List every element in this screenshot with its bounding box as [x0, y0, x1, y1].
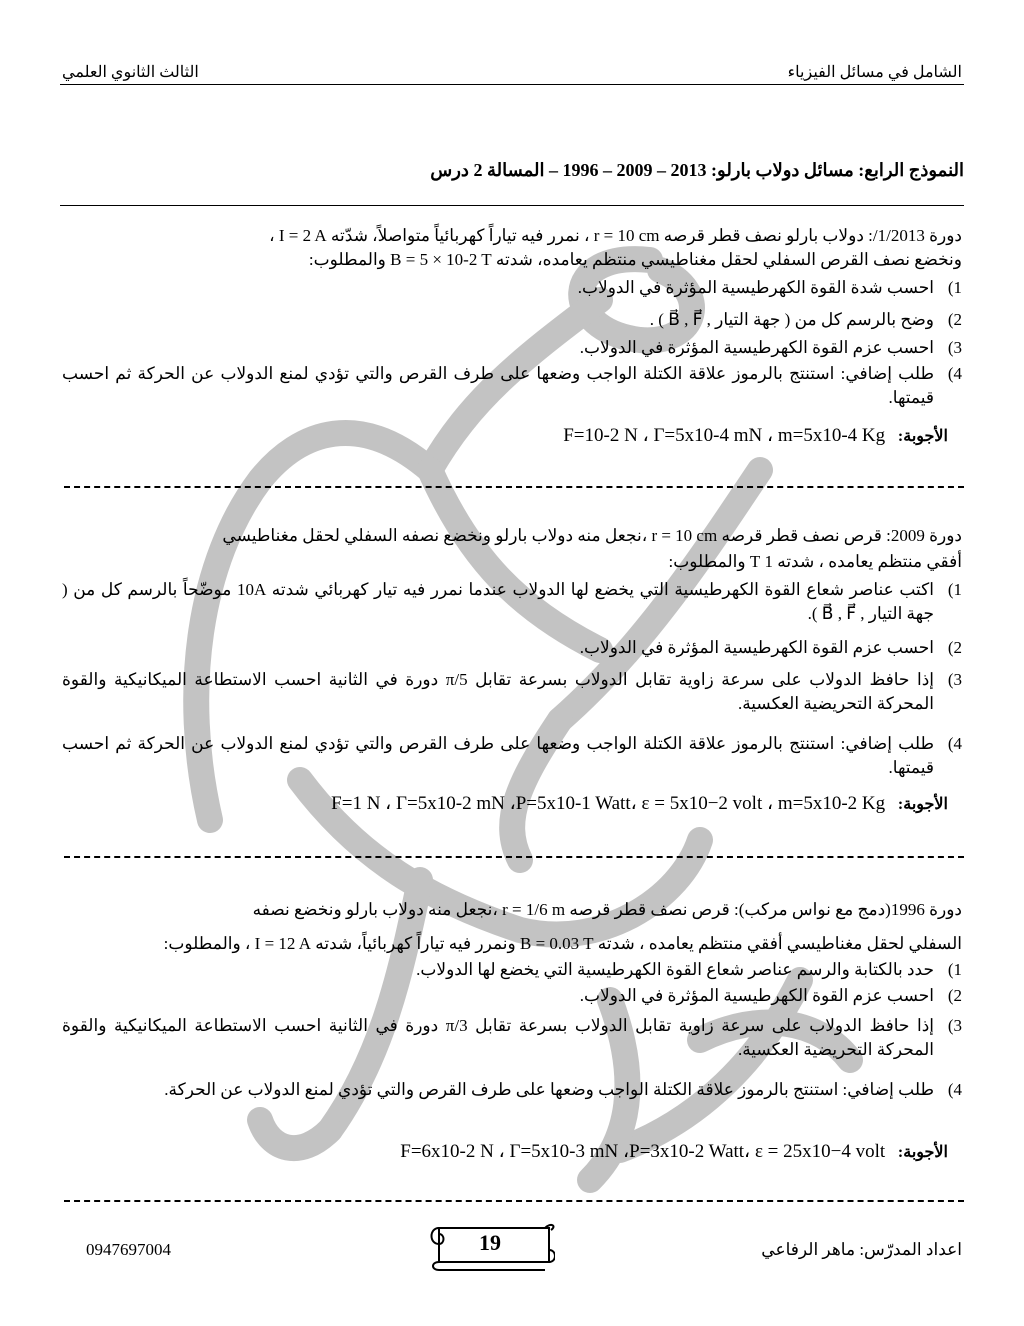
separator-1: [64, 486, 964, 488]
answer-values: F=1 N ، Γ=5x10-2 mN ،P=5x10-1 Watt، ε = 5x10−2 volt ، m=5x10-2 Kg: [331, 793, 886, 814]
item-number: 1): [947, 580, 962, 599]
item-text: احسب عزم القوة الكهرطيسية المؤثرة في الدولاب.: [579, 638, 934, 657]
separator-2: [64, 856, 964, 858]
item-text: طلب إضافي: استنتج بالرموز علاقة الكتلة الواجب وضعها على طرف القرص والتي تؤدي لمنع الدولاب عن الحركة ثم احسب قيمتها.: [62, 734, 934, 777]
item-number: 2): [947, 638, 962, 657]
problem-3-item-4: [62, 1078, 962, 1102]
problem-2-item-4: [62, 732, 962, 780]
separator-3: [64, 1200, 964, 1202]
section-title: النموذج الرابع: مسائل دولاب بارلو: 2013 – 2009 – 1996 – المسالة 2 درس: [430, 160, 964, 180]
answer-values: F=6x10-2 N ، Γ=5x10-3 mN ،P=3x10-2 Watt، ε = 25x10−4 volt: [400, 1141, 886, 1162]
item-number: 2): [947, 310, 962, 329]
item-text: اكتب عناصر شعاع القوة الكهرطيسية التي يخضع لها الدولاب عندما نمرر فيه تيار كهربائي شدته 10A موضّحاً بالرسم كل من ( جهة التيار , B⃗ , F⃗ ).: [62, 580, 934, 623]
problem-2-item-3: [62, 668, 962, 716]
problem-1-answer: [68, 424, 948, 447]
item-text: وضح بالرسم كل من ( جهة التيار , B⃗ , F⃗ ) .: [649, 310, 934, 329]
item-text: طلب إضافي: استنتج بالرموز علاقة الكتلة الواجب وضعها على طرف القرص والتي تؤدي لمنع الدولاب عن الحركة.: [164, 1080, 934, 1099]
problem-3-answer: [68, 1140, 948, 1163]
problem-2-intro-line1: دورة 2009: قرص نصف قطر قرصه r = 10 cm ،نجعل منه دولاب بارلو ونخضع نصفه السفلي لحقل مغناطيسي: [222, 526, 962, 545]
problem-3-item-1: [62, 958, 962, 982]
item-text: حدد بالكتابة والرسم عناصر شعاع القوة الكهرطيسية التي يخضع لها الدولاب.: [416, 960, 934, 979]
footer-author: اعداد المدرّس: ماهر الرفاعي: [761, 1240, 962, 1259]
footer-phone: 0947697004: [86, 1240, 171, 1259]
header-right-title: الشامل في مسائل الفيزياء: [787, 64, 962, 81]
item-text: احسب عزم القوة الكهرطيسية المؤثرة في الدولاب.: [579, 986, 934, 1005]
problem-1-item-3: [62, 336, 962, 360]
answer-label: الأجوبة:: [897, 428, 948, 445]
answer-label: الأجوبة:: [897, 796, 948, 813]
problem-1-intro-line1: دورة 1/2013/: دولاب بارلو نصف قطر قرصه r = 10 cm ، نمرر فيه تياراً كهربائياً متواصلاً، شدّته I = 2 A ،: [269, 226, 962, 245]
problem-3-item-2: [62, 984, 962, 1008]
problem-1-item-4: [62, 362, 962, 410]
answer-label: الأجوبة:: [897, 1144, 948, 1161]
item-text: احسب شدة القوة الكهرطيسية المؤثرة في الدولاب.: [577, 278, 934, 297]
item-number: 2): [947, 986, 962, 1005]
item-text: طلب إضافي: استنتج بالرموز علاقة الكتلة الواجب وضعها على طرف القرص والتي تؤدي لمنع الدولاب عن الحركة ثم احسب قيمتها.: [62, 364, 934, 407]
item-text: احسب عزم القوة الكهرطيسية المؤثرة في الدولاب.: [579, 338, 934, 357]
problem-2-item-2: [62, 636, 962, 660]
item-number: 1): [947, 278, 962, 297]
answer-values: F=10-2 N ، Γ=5x10-4 mN ، m=5x10-4 Kg: [563, 425, 886, 446]
item-text: إذا حافظ الدولاب على سرعة زاوية تقابل الدولاب بسرعة تقابل 3/π دورة في الثانية احسب الاستطاعة الميكانيكية والقوة المحركة التحريضية العكسية.: [62, 1016, 934, 1059]
problem-3-intro-line2: السفلي لحقل مغناطيسي أفقي منتظم يعامده ، شدته B = 0.03 T ونمرر فيه تياراً كهربائياً، شدته I = 12 A ، والمطلوب:: [163, 934, 962, 953]
page-number: 19: [479, 1230, 501, 1255]
header-rule: [60, 84, 964, 85]
item-text: إذا حافظ الدولاب على سرعة زاوية تقابل الدولاب بسرعة تقابل 5/π دورة في الثانية احسب الاستطاعة الميكانيكية والقوة المحركة التحريضية العكسية.: [62, 670, 934, 713]
page-number-scroll: [425, 1220, 555, 1272]
item-number: 3): [947, 670, 962, 689]
problem-2-answer: [68, 792, 948, 815]
problem-1-item-2: [62, 308, 962, 332]
item-number: 1): [947, 960, 962, 979]
problem-1-item-1: [62, 276, 962, 300]
section-rule: [60, 205, 964, 206]
problem-3-item-3: [62, 1014, 962, 1062]
item-number: 4): [947, 734, 962, 753]
item-number: 3): [947, 338, 962, 357]
problem-2-intro-line2: أفقي منتظم يعامده ، شدته 1 T والمطلوب:: [668, 552, 962, 571]
problem-3-intro-line1: دورة 1996(دمج مع نواس مركب): قرص نصف قطر قرصه r = 1/6 m ،نجعل منه دولاب بارلو ونخضع نصفه: [252, 900, 962, 919]
item-number: 4): [947, 364, 962, 383]
item-number: 4): [947, 1080, 962, 1099]
header-left-title: الثالث الثانوي العلمي: [62, 64, 199, 81]
problem-2-item-1: [62, 578, 962, 626]
problem-1-intro-line2: ونخضع نصف القرص السفلي لحقل مغناطيسي منتظم يعامده، شدته B = 5 × 10-2 T والمطلوب:: [308, 250, 962, 269]
item-number: 3): [947, 1016, 962, 1035]
